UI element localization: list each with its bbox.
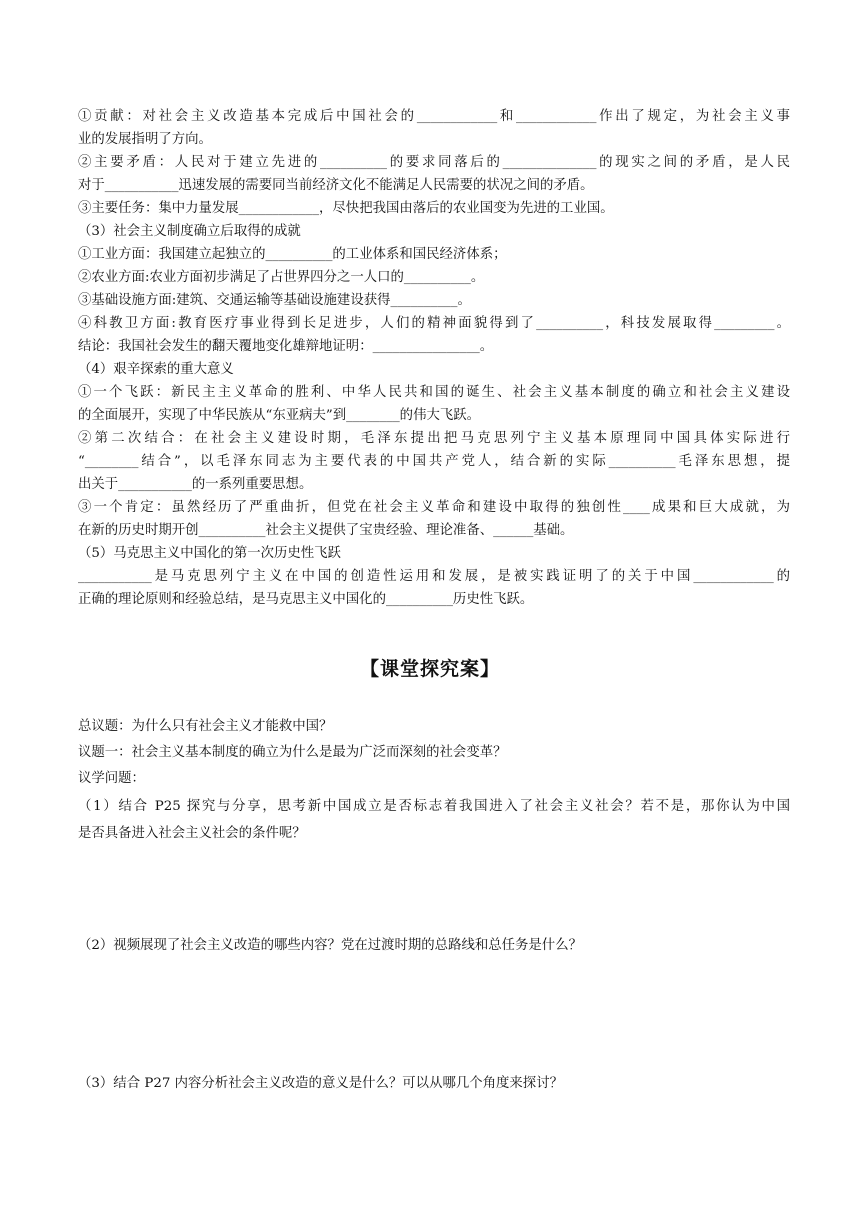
text-line: 业的发展指明了方向。 — [78, 132, 212, 147]
topic-one: 议题一：社会主义基本制度的确立为什么是最为广泛而深刻的社会变革？ — [78, 745, 507, 760]
text-line: ③主要任务：集中力量发展____________，尽快把我国由落后的农业国变为先进的工业国。 — [78, 201, 614, 216]
section-subheading: （4）艰辛探索的重大意义 — [78, 362, 234, 377]
text-line: ①贡献：对社会主义改造基本完成后中国社会的____________和____________作出了规定，为社会主义事 — [78, 109, 790, 124]
text-line: 正确的理论原则和经验总结，是马克思主义中国化的__________历史性飞跃。 — [78, 592, 534, 607]
question-2: （2）视频展现了社会主义改造的哪些内容？党在过渡时期的总路线和总任务是什么？ — [78, 938, 582, 953]
text-line: ③基础设施方面:建筑、交通运输等基础设施建设获得__________。 — [78, 293, 471, 308]
main-topic: 总议题：为什么只有社会主义才能救中国？ — [78, 719, 333, 734]
text-line: 在新的历史时期开创__________社会主义提供了宝贵经验、理论准备、______基础。 — [78, 523, 574, 538]
text-line: 结论：我国社会发生的翻天覆地变化雄辩地证明：________________。 — [78, 339, 494, 354]
text-line: “________结合”，以毛泽东同志为主要代表的中国共产党人，结合新的实际__________毛泽东思想，提 — [78, 454, 790, 469]
text-line: ③一个肯定：虽然经历了严重曲折，但党在社会主义革命和建设中取得的独创性____成果和巨大成就，为 — [78, 500, 790, 515]
text-line: ④科教卫方面:教育医疗事业得到长足进步，人们的精神面貌得到了__________，科技发展取得_________。 — [78, 316, 790, 331]
study-label: 议学问题： — [78, 771, 145, 786]
question-1-line-2: 是否具备进入社会主义社会的条件呢？ — [78, 826, 306, 841]
section-subheading: （3）社会主义制度确立后取得的成就 — [78, 224, 301, 239]
text-line: 对于___________迅速发展的需要同当前经济文化不能满足人民需要的状况之间的矛盾。 — [78, 178, 594, 193]
section-heading: 【课堂探究案】 — [359, 658, 500, 680]
question-1-line-1: （1）结合 P25 探究与分享，思考新中国成立是否标志着我国进入了社会主义社会？若不是，那你认为中国 — [78, 799, 790, 814]
text-line: ①一个飞跃：新民主主义革命的胜利、中华人民共和国的诞生、社会主义基本制度的确立和社会主义建设 — [78, 385, 790, 400]
text-line: 出关于___________的一系列重要思想。 — [78, 477, 313, 492]
section-subheading: （5）马克思主义中国化的第一次历史性飞跃 — [78, 546, 341, 561]
text-line: ②农业方面:农业方面初步满足了占世界四分之一人口的__________。 — [78, 270, 485, 285]
text-line: ①工业方面：我国建立起独立的__________的工业体系和国民经济体系； — [78, 247, 507, 262]
text-line: ②主要矛盾：人民对于建立先进的__________的要求同落后的______________的现实之间的矛盾，是人民 — [78, 155, 790, 170]
text-line: 的全面展开，实现了中华民族从“东亚病夫”到________的伟大飞跃。 — [78, 408, 481, 423]
question-3: （3）结合 P27 内容分析社会主义改造的意义是什么？可以从哪几个角度来探讨？ — [78, 1076, 563, 1091]
text-line: ___________是马克思列宁主义在中国的创造性运用和发展，是被实践证明了的关于中国____________的 — [78, 569, 790, 584]
text-line: ②第二次结合：在社会主义建设时期，毛泽东提出把马克思列宁主义基本原理同中国具体实际进行 — [78, 431, 790, 446]
